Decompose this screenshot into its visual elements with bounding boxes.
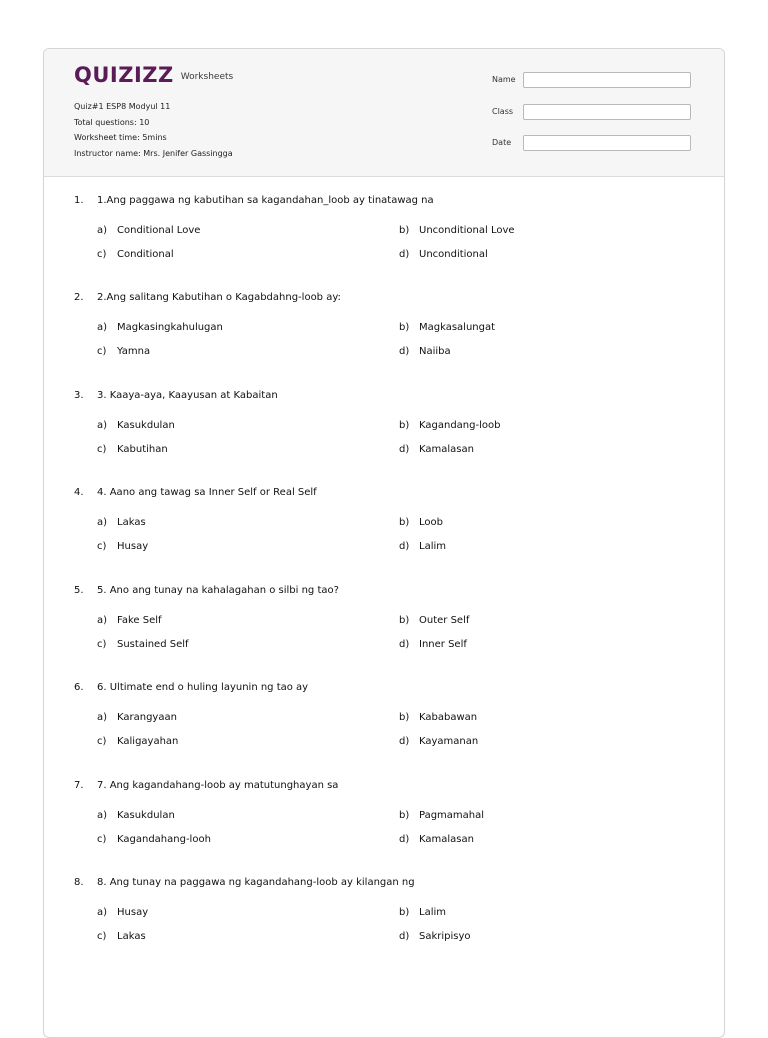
option-d (399, 639, 467, 650)
option-c (97, 931, 146, 942)
option-b (399, 420, 500, 431)
option-d (399, 834, 474, 845)
option-a (97, 420, 175, 431)
date-input[interactable] (523, 135, 691, 151)
option-text: Husay (117, 541, 149, 552)
question-number: 7. (74, 780, 84, 791)
question-number: 8. (74, 877, 84, 888)
option-letter: a) (97, 907, 108, 918)
option-text: Unconditional Love (419, 225, 515, 236)
option-letter: b) (399, 615, 410, 626)
option-text: Karangyaan (117, 712, 177, 723)
question-prompt: 2.Ang salitang Kabutihan o Kagabdahng-loob ay: (97, 292, 341, 303)
option-letter: d) (399, 736, 410, 747)
option-letter: d) (399, 931, 410, 942)
brand (74, 65, 233, 86)
date-label: Date (492, 138, 512, 147)
option-b (399, 907, 446, 918)
worksheets-label: Worksheets (180, 72, 234, 82)
worksheet-time: Worksheet time: 5mins (74, 133, 167, 142)
question-text (74, 195, 434, 206)
option-letter: d) (399, 639, 410, 650)
option-text: Magkasingkahulugan (117, 322, 223, 333)
option-text: Outer Self (419, 615, 470, 626)
option-letter: c) (97, 931, 107, 942)
option-b (399, 810, 484, 821)
option-b (399, 517, 443, 528)
option-d (399, 736, 478, 747)
question-1 (44, 195, 724, 285)
option-text: Loob (419, 517, 443, 528)
question-6 (44, 682, 724, 772)
option-letter: b) (399, 420, 410, 431)
option-letter: a) (97, 712, 108, 723)
option-a (97, 322, 223, 333)
option-a (97, 517, 146, 528)
question-prompt: 7. Ang kagandahang-loob ay matutunghayan sa (97, 780, 339, 791)
option-letter: c) (97, 541, 107, 552)
option-d (399, 444, 474, 455)
worksheet-header (44, 49, 724, 177)
option-text: Kasukdulan (117, 420, 175, 431)
question-number: 4. (74, 487, 84, 498)
option-text: Lalim (419, 907, 446, 918)
question-7 (44, 780, 724, 870)
question-number: 1. (74, 195, 84, 206)
question-number: 3. (74, 390, 84, 401)
question-prompt: 4. Aano ang tawag sa Inner Self or Real Self (97, 487, 317, 498)
option-text: Sustained Self (117, 639, 189, 650)
option-text: Pagmamahal (419, 810, 485, 821)
option-letter: a) (97, 322, 108, 333)
option-letter: c) (97, 249, 107, 260)
option-letter: d) (399, 249, 410, 260)
question-prompt: 8. Ang tunay na paggawa ng kagandahang-loob ay kilangan ng (97, 877, 415, 888)
option-d (399, 931, 471, 942)
question-text (74, 682, 308, 693)
question-prompt: 6. Ultimate end o huling layunin ng tao ay (97, 682, 309, 693)
option-letter: d) (399, 541, 410, 552)
instructor-name: Instructor name: Mrs. Jenifer Gassingga (74, 148, 233, 158)
option-letter: b) (399, 712, 410, 723)
question-text (74, 292, 341, 303)
option-text: Lalim (419, 541, 446, 552)
question-text (74, 390, 278, 401)
class-field (492, 104, 694, 122)
option-text: Unconditional (419, 249, 488, 260)
option-c (97, 346, 150, 357)
option-a (97, 810, 175, 821)
class-label: Class (492, 107, 514, 116)
name-label: Name (492, 75, 516, 84)
option-letter: c) (97, 736, 107, 747)
quizizz-logo: QUIZIZZ (74, 63, 174, 87)
question-text (74, 585, 339, 596)
option-c (97, 541, 148, 552)
question-number: 2. (74, 292, 84, 303)
option-c (97, 736, 178, 747)
question-number: 6. (74, 682, 84, 693)
option-d (399, 541, 446, 552)
option-a (97, 615, 162, 626)
option-text: Kababawan (419, 712, 478, 723)
option-text: Kayamanan (419, 736, 479, 747)
option-a (97, 907, 148, 918)
option-c (97, 444, 168, 455)
option-letter: b) (399, 322, 410, 333)
option-text: Husay (117, 907, 149, 918)
option-letter: c) (97, 834, 107, 845)
option-letter: d) (399, 444, 410, 455)
option-letter: c) (97, 639, 107, 650)
option-text: Kasukdulan (117, 810, 175, 821)
question-4 (44, 487, 724, 577)
option-letter: a) (97, 420, 108, 431)
option-text: Conditional (117, 249, 174, 260)
option-text: Kagandahang-looh (117, 834, 211, 845)
question-prompt: 5. Ano ang tunay na kahalagahan o silbi ng tao? (97, 585, 339, 596)
name-field (492, 72, 694, 90)
option-b (399, 225, 515, 236)
option-a (97, 225, 200, 236)
option-text: Kabutihan (117, 444, 168, 455)
worksheet (43, 48, 725, 1038)
question-prompt: 1.Ang paggawa ng kabutihan sa kagandahan_loob ay tinatawag na (97, 195, 434, 206)
option-c (97, 639, 189, 650)
option-letter: c) (97, 444, 107, 455)
name-input[interactable] (523, 72, 691, 88)
option-text: Sakripisyo (419, 931, 471, 942)
option-letter: d) (399, 834, 410, 845)
option-d (399, 346, 451, 357)
option-letter: a) (97, 615, 108, 626)
option-letter: d) (399, 346, 410, 357)
quiz-title: Quiz#1 ESP8 Modyul 11 (74, 102, 171, 111)
question-text (74, 877, 415, 888)
option-b (399, 322, 495, 333)
option-d (399, 249, 488, 260)
question-8 (44, 877, 724, 967)
option-text: Lakas (117, 517, 146, 528)
option-text: Inner Self (419, 639, 467, 650)
option-letter: a) (97, 517, 108, 528)
option-b (399, 615, 469, 626)
option-letter: a) (97, 225, 108, 236)
option-text: Conditional Love (117, 225, 201, 236)
quiz-meta (74, 99, 233, 161)
total-questions: Total questions: 10 (74, 117, 150, 127)
question-number: 5. (74, 585, 84, 596)
option-text: Lakas (117, 931, 146, 942)
option-text: Naiiba (419, 346, 451, 357)
option-letter: b) (399, 907, 410, 918)
question-3 (44, 390, 724, 480)
option-c (97, 249, 174, 260)
option-letter: c) (97, 346, 107, 357)
option-text: Kaligayahan (117, 736, 179, 747)
date-field (492, 135, 694, 153)
option-letter: b) (399, 225, 410, 236)
question-2 (44, 292, 724, 382)
question-prompt: 3. Kaaya-aya, Kaayusan at Kabaitan (97, 390, 278, 401)
question-5 (44, 585, 724, 675)
option-text: Magkasalungat (419, 322, 496, 333)
option-letter: a) (97, 810, 108, 821)
question-text (74, 780, 338, 791)
option-a (97, 712, 177, 723)
option-text: Yamna (117, 346, 151, 357)
question-text (74, 487, 317, 498)
option-letter: b) (399, 810, 410, 821)
class-input[interactable] (523, 104, 691, 120)
option-text: Kagandang-loob (419, 420, 501, 431)
option-letter: b) (399, 517, 410, 528)
option-c (97, 834, 211, 845)
option-text: Kamalasan (419, 444, 474, 455)
option-text: Fake Self (117, 615, 162, 626)
option-b (399, 712, 477, 723)
option-text: Kamalasan (419, 834, 474, 845)
